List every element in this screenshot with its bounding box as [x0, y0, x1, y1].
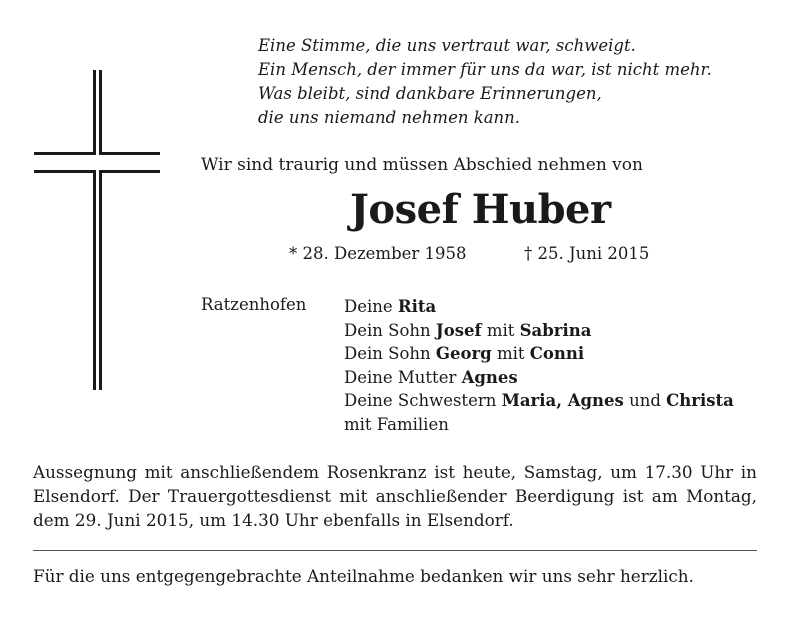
poem-line: Eine Stimme, die uns vertraut war, schweigt. [258, 36, 636, 55]
mourner-line: Dein Sohn Georg mit Conni [344, 344, 585, 363]
mourner-line: Dein Sohn Josef mit Sabrina [344, 320, 592, 340]
divider [33, 550, 757, 551]
mourners-list [344, 295, 734, 436]
birth-date: * 28. Dezember 1958 [289, 244, 467, 263]
deceased-name: Josef Huber [350, 186, 611, 233]
poem-line: Ein Mensch, der immer für uns da war, ist nicht mehr. [258, 60, 712, 79]
poem-line: die uns niemand nehmen kann. [258, 108, 521, 127]
mourner-line: Deine Mutter Agnes [344, 367, 518, 387]
funeral-notice: Aussegnung mit anschließendem Rosenkranz ist heute, Samstag, um 17.30 Uhr in Elsendorf. Der Trauergottesdienst mit anschließender Beerdigung ist am Montag, dem 29. Juni 2015, um 14.30 Uhr ebenfalls in Elsendorf. [33, 462, 757, 530]
poem-line: Was bleibt, sind dankbare Erinnerungen, [258, 84, 602, 103]
place-name: Ratzenhofen [201, 295, 307, 314]
death-date: † 25. Juni 2015 [524, 244, 650, 263]
intro-text: Wir sind traurig und müssen Abschied nehmen von [201, 155, 643, 175]
poem [258, 34, 712, 130]
mourner-line: Deine Rita [344, 297, 437, 316]
cross-icon [0, 0, 200, 400]
mourner-line: Deine Schwestern Maria, Agnes und Christa [344, 391, 734, 410]
cross-vertical-right [99, 70, 102, 390]
mourner-line: mit Familien [344, 414, 449, 434]
thanks-text: Für die uns entgegengebrachte Anteilnahme bedanken wir uns sehr herzlich. [33, 566, 694, 586]
